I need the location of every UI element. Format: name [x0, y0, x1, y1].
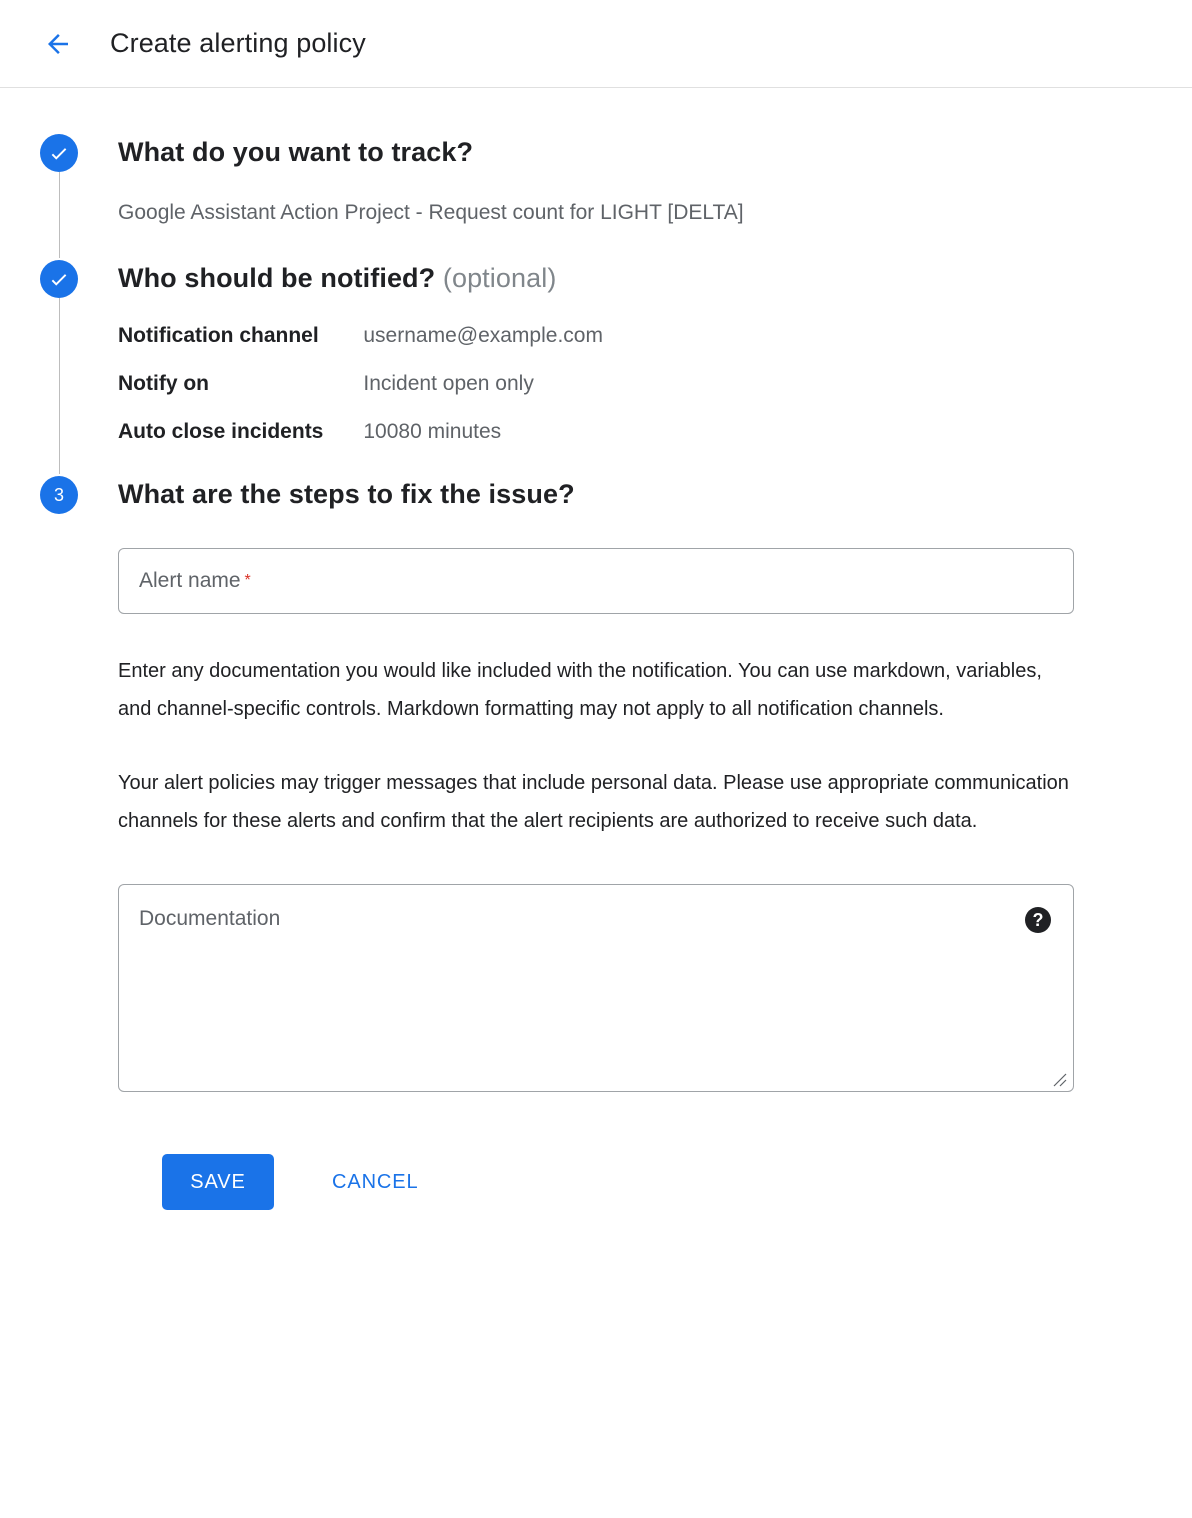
check-icon — [48, 142, 70, 164]
auto-close-incidents-value: 10080 minutes — [363, 420, 502, 443]
step-2-title-text: Who should be notified? — [118, 263, 436, 293]
step-3-title — [118, 474, 575, 514]
resize-handle[interactable] — [1049, 1069, 1067, 1087]
back-button[interactable] — [34, 20, 82, 68]
notification-summary-table — [118, 312, 603, 456]
required-indicator: * — [244, 572, 251, 589]
check-icon — [48, 268, 70, 290]
arrow-left-icon — [43, 29, 73, 59]
step-2-complete-badge — [40, 260, 78, 298]
notification-channel-value: username@example.com — [363, 324, 603, 347]
step-3-title-text: What are the steps to fix the issue? — [118, 479, 575, 509]
step-3-header — [0, 474, 1192, 514]
step-1-complete-badge — [40, 134, 78, 172]
step-1-title[interactable] — [118, 132, 473, 172]
step-1-summary-body — [118, 172, 744, 258]
table-row — [118, 360, 603, 408]
step-3-marker-column — [0, 474, 118, 514]
documentation-field[interactable] — [118, 884, 1074, 1092]
step-2-marker-column — [0, 258, 118, 298]
cancel-button[interactable]: CANCEL — [310, 1154, 441, 1210]
step-2-header — [0, 258, 1192, 298]
help-icon[interactable]: ? — [1025, 907, 1051, 933]
page-title: Create alerting policy — [110, 28, 366, 58]
table-row — [118, 312, 603, 360]
tracked-metric-summary: Google Assistant Action Project - Request count for LIGHT [DELTA] — [118, 201, 744, 224]
save-button[interactable]: SAVE — [162, 1154, 274, 1210]
alert-name-field[interactable] — [118, 548, 1074, 614]
step-3-number-badge: 3 — [40, 476, 78, 514]
notify-on-value: Incident open only — [363, 372, 534, 395]
step-2-optional-label: (optional) — [442, 263, 557, 293]
step-2-title[interactable] — [118, 258, 556, 298]
step-1-connector — [59, 172, 60, 258]
step-1-summary — [0, 172, 1192, 258]
policy-form — [0, 88, 1192, 1210]
documentation-help-paragraph-2: Your alert policies may trigger messages that include personal data. Please use appropriate communication channels for these alerts and confirm that the alert recipients are authorized to receive such data. — [118, 772, 1069, 832]
documentation-help-paragraph-1: Enter any documentation you would like included with the notification. You can use markdown, variables, and channel-specific controls. Markdown formatting may not apply to all notification channels. — [118, 660, 1042, 720]
step-2-rail-column — [0, 298, 118, 474]
step-1-marker-column — [0, 132, 118, 172]
documentation-placeholder: Documentation — [139, 907, 281, 930]
alert-name-label: Alert name — [139, 569, 241, 592]
notification-channel-label: Notification channel — [118, 324, 319, 347]
step-1-header — [0, 132, 1192, 172]
step-3-body — [0, 548, 1192, 1210]
notify-on-label: Notify on — [118, 372, 209, 395]
form-actions — [118, 1092, 1074, 1210]
step-2-connector — [59, 298, 60, 474]
page-header — [0, 0, 1192, 88]
step-2-summary — [0, 298, 1192, 474]
auto-close-incidents-label: Auto close incidents — [118, 420, 324, 443]
step-1-title-text: What do you want to track? — [118, 137, 474, 167]
step-1-rail-column — [0, 172, 118, 258]
table-row — [118, 408, 603, 456]
step-2-summary-body — [118, 298, 603, 474]
